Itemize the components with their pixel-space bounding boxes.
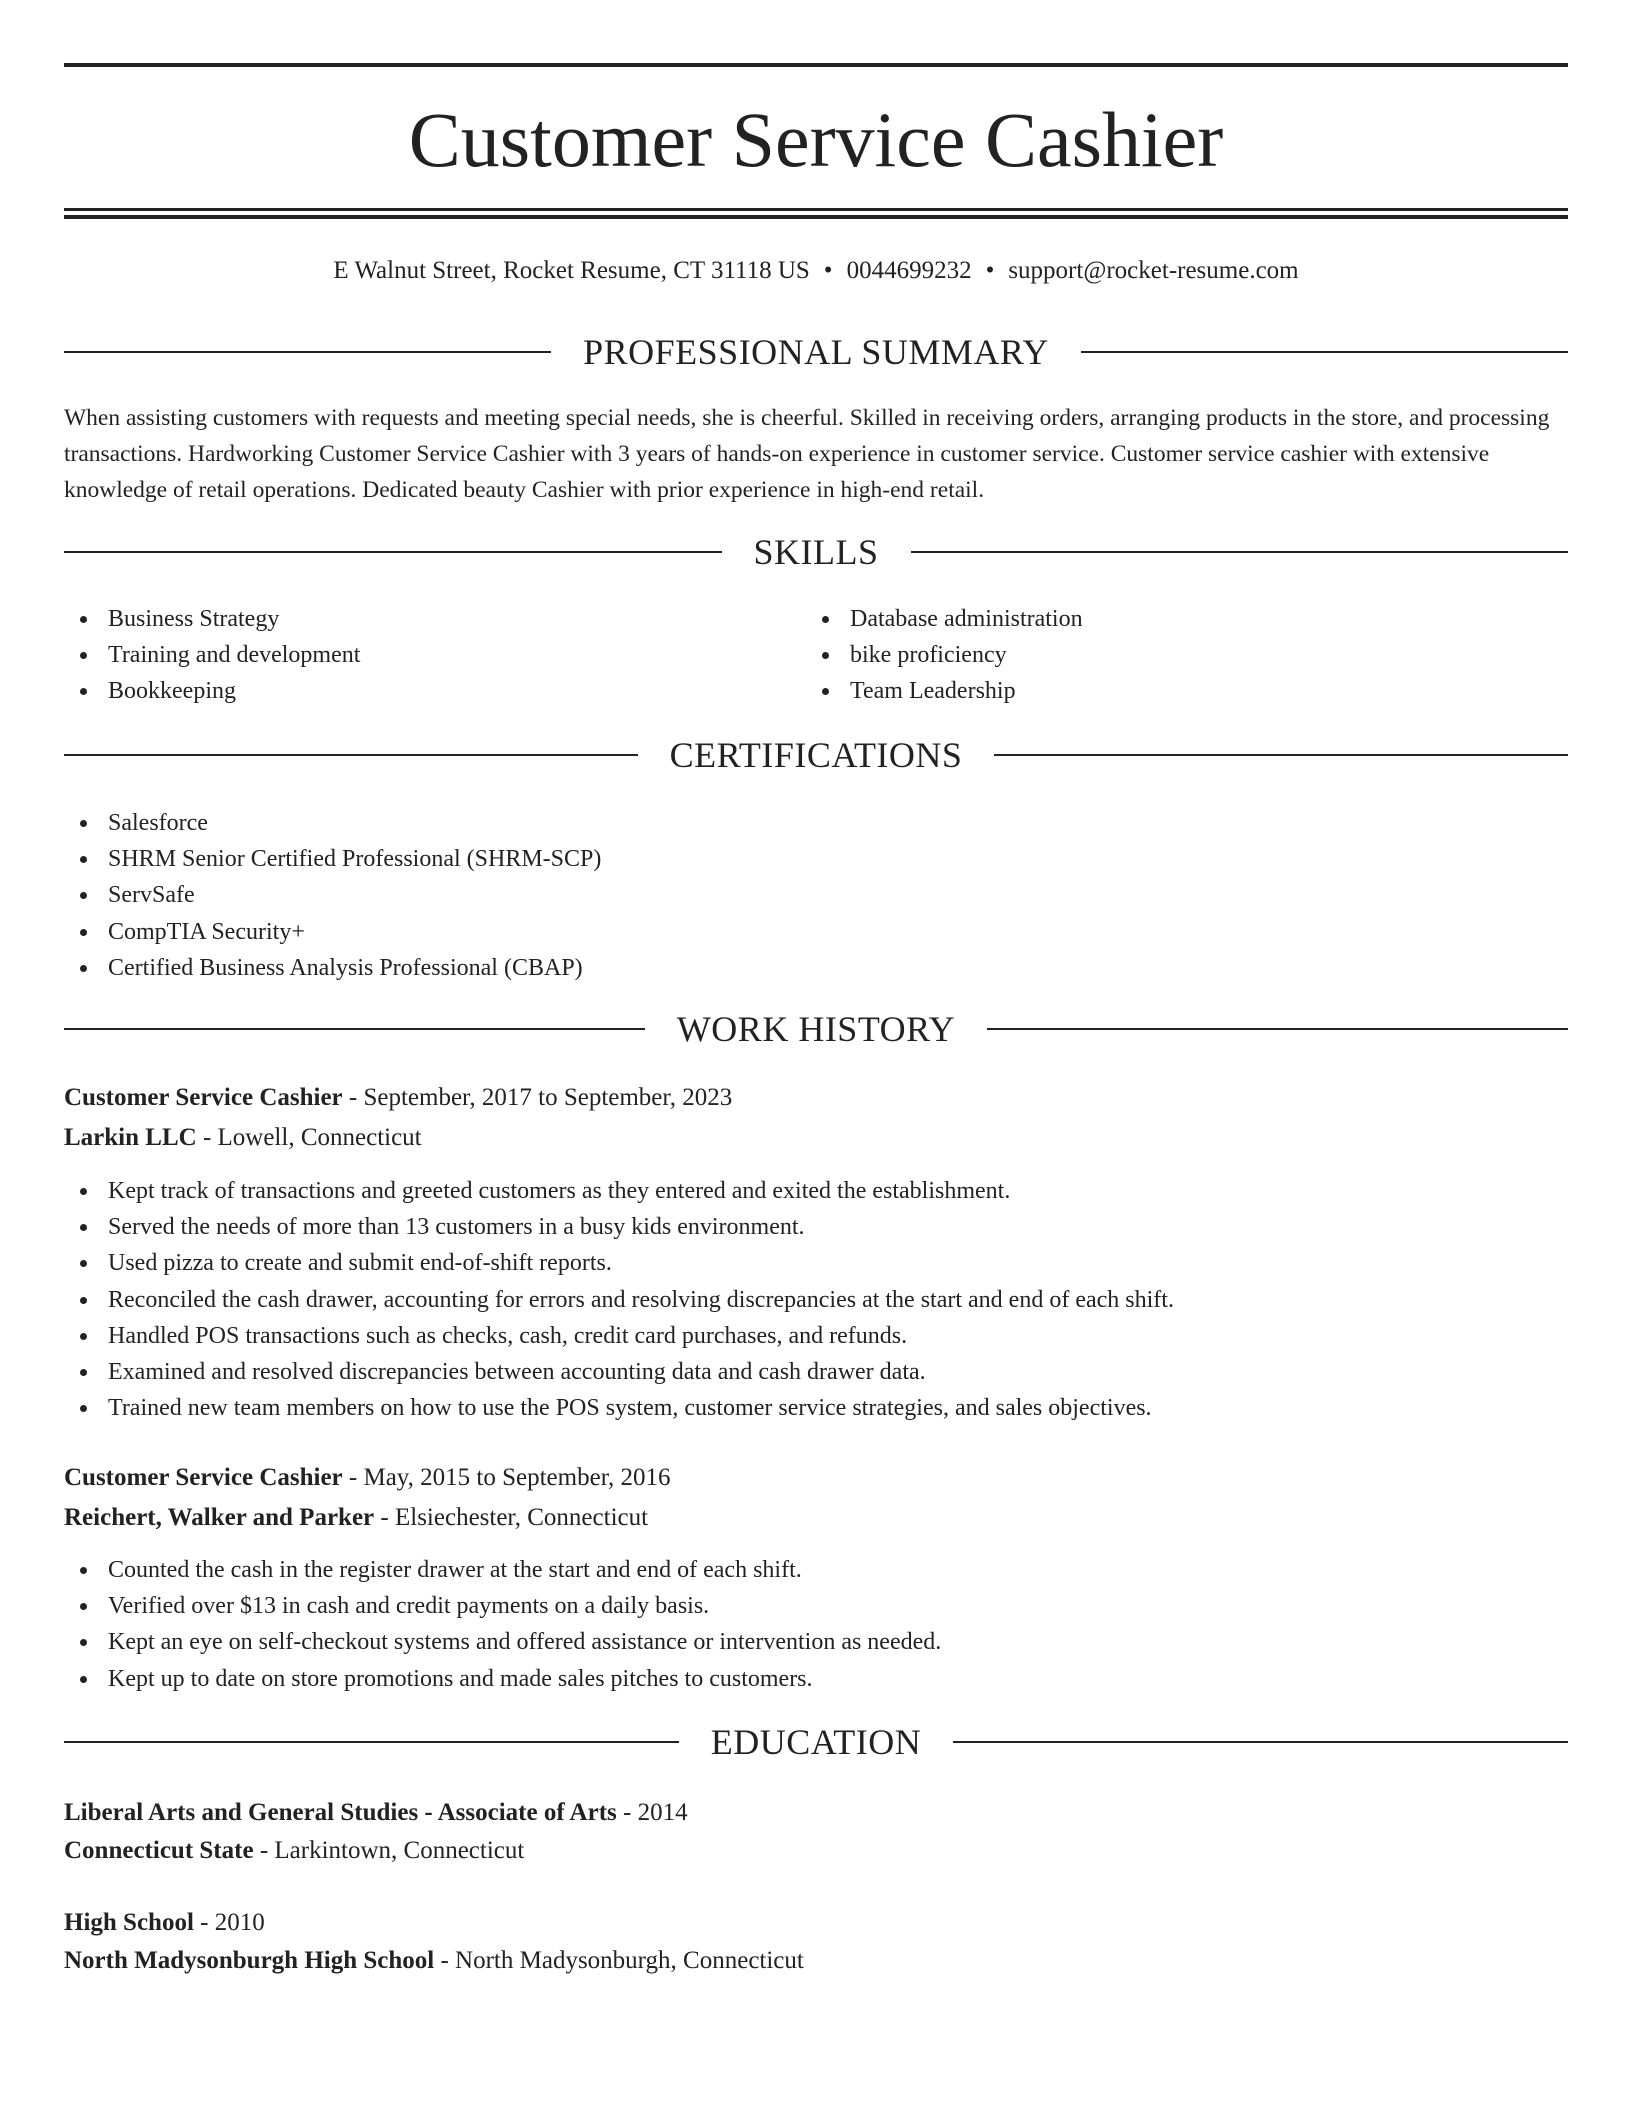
job-title: Customer Service Cashier bbox=[64, 1084, 343, 1111]
skill-item: Training and development bbox=[64, 637, 764, 673]
certification-item: Salesforce bbox=[64, 805, 1464, 841]
job-title: Customer Service Cashier bbox=[64, 1464, 343, 1491]
education-degree-line bbox=[64, 1905, 265, 1941]
job-bullet: Kept up to date on store promotions and made sales pitches to customers. bbox=[64, 1661, 1514, 1697]
contact-line bbox=[64, 254, 1568, 288]
education-school-line bbox=[64, 1833, 524, 1869]
job-bullet: Examined and resolved discrepancies between accounting data and cash drawer data. bbox=[64, 1354, 1514, 1390]
skill-item: Business Strategy bbox=[64, 601, 764, 637]
job-dates: - September, 2017 to September, 2023 bbox=[342, 1084, 733, 1111]
job-bullet: Reconciled the cash drawer, accounting for errors and resolving discrepancies at the start and end of each shift. bbox=[64, 1282, 1514, 1318]
skill-item: bike proficiency bbox=[806, 637, 1506, 673]
education-degree: Liberal Arts and General Studies - Associate of Arts bbox=[64, 1799, 617, 1826]
skills-heading-text: SKILLS bbox=[753, 532, 879, 572]
education-location: - Larkintown, Connecticut bbox=[253, 1837, 525, 1864]
work-history-heading-text: WORK HISTORY bbox=[676, 1009, 956, 1049]
certifications-list bbox=[64, 805, 1464, 986]
work-history-heading bbox=[64, 1007, 1568, 1051]
job-bullet: Served the needs of more than 13 customers in a busy kids environment. bbox=[64, 1209, 1514, 1245]
skill-item: Team Leadership bbox=[806, 673, 1506, 709]
job-company-line bbox=[64, 1500, 648, 1536]
certifications-heading bbox=[64, 733, 1568, 777]
top-rule bbox=[64, 63, 1568, 67]
job-dates: - May, 2015 to September, 2016 bbox=[342, 1464, 671, 1491]
education-degree-line bbox=[64, 1795, 688, 1831]
certification-item: ServSafe bbox=[64, 877, 1464, 913]
certification-item: Certified Business Analysis Professional (CBAP) bbox=[64, 950, 1464, 986]
education-year: - 2010 bbox=[193, 1909, 265, 1936]
skill-item: Bookkeeping bbox=[64, 673, 764, 709]
job-company: Reichert, Walker and Parker bbox=[64, 1504, 375, 1531]
job-bullet: Counted the cash in the register drawer at the start and end of each shift. bbox=[64, 1552, 1514, 1588]
job-bullet: Kept track of transactions and greeted customers as they entered and exited the establishment. bbox=[64, 1173, 1514, 1209]
education-school: North Madysonburgh High School bbox=[64, 1947, 435, 1974]
job-bullet: Verified over $13 in cash and credit payments on a daily basis. bbox=[64, 1588, 1514, 1624]
education-location: - North Madysonburgh, Connecticut bbox=[434, 1947, 804, 1974]
education-school-line bbox=[64, 1943, 804, 1979]
contact-separator: • bbox=[823, 257, 833, 284]
skill-item: Database administration bbox=[806, 601, 1506, 637]
certifications-heading-text: CERTIFICATIONS bbox=[669, 735, 963, 775]
job-bullets bbox=[64, 1173, 1514, 1426]
job-bullet: Trained new team members on how to use the POS system, customer service strategies, and sales objectives. bbox=[64, 1390, 1514, 1426]
job-company: Larkin LLC bbox=[64, 1124, 197, 1151]
contact-address: E Walnut Street, Rocket Resume, CT 31118 US bbox=[333, 257, 810, 284]
job-company-line bbox=[64, 1120, 422, 1156]
certification-item: SHRM Senior Certified Professional (SHRM-SCP) bbox=[64, 841, 1464, 877]
education-degree: High School bbox=[64, 1909, 194, 1936]
job-title-line bbox=[64, 1460, 671, 1496]
skills-list-right bbox=[806, 601, 1506, 710]
summary-heading-text: PROFESSIONAL SUMMARY bbox=[583, 332, 1049, 372]
skills-heading bbox=[64, 530, 1568, 574]
certification-item: CompTIA Security+ bbox=[64, 914, 1464, 950]
job-bullet: Used pizza to create and submit end-of-shift reports. bbox=[64, 1245, 1514, 1281]
job-title-line bbox=[64, 1080, 732, 1116]
job-location: - Elsiechester, Connecticut bbox=[374, 1504, 649, 1531]
education-heading-text: EDUCATION bbox=[710, 1722, 922, 1762]
job-location: - Lowell, Connecticut bbox=[196, 1124, 422, 1151]
skills-list-left bbox=[64, 601, 764, 710]
job-bullet: Handled POS transactions such as checks, cash, credit card purchases, and refunds. bbox=[64, 1318, 1514, 1354]
summary-heading bbox=[64, 330, 1568, 374]
header-double-rule bbox=[64, 208, 1568, 220]
education-heading bbox=[64, 1720, 1568, 1764]
education-school: Connecticut State bbox=[64, 1837, 254, 1864]
contact-email[interactable]: support@rocket-resume.com bbox=[1008, 257, 1299, 284]
education-year: - 2014 bbox=[616, 1799, 688, 1826]
resume-name: Customer Service Cashier bbox=[408, 96, 1224, 183]
summary-text: When assisting customers with requests and meeting special needs, she is cheerful. Skilled in receiving orders, arranging products in the store, and processing transactions. Hardworking Customer Service Cashier with 3 years of hands-on experience in customer service. Customer service cashier with extensive knowledge of retail operations. Dedicated beauty Cashier with prior experience in high-end retail. bbox=[64, 405, 1550, 503]
contact-phone: 0044699232 bbox=[846, 257, 972, 284]
contact-separator: • bbox=[985, 257, 995, 284]
job-bullets bbox=[64, 1552, 1514, 1697]
job-bullet: Kept an eye on self-checkout systems and offered assistance or intervention as needed. bbox=[64, 1624, 1514, 1660]
